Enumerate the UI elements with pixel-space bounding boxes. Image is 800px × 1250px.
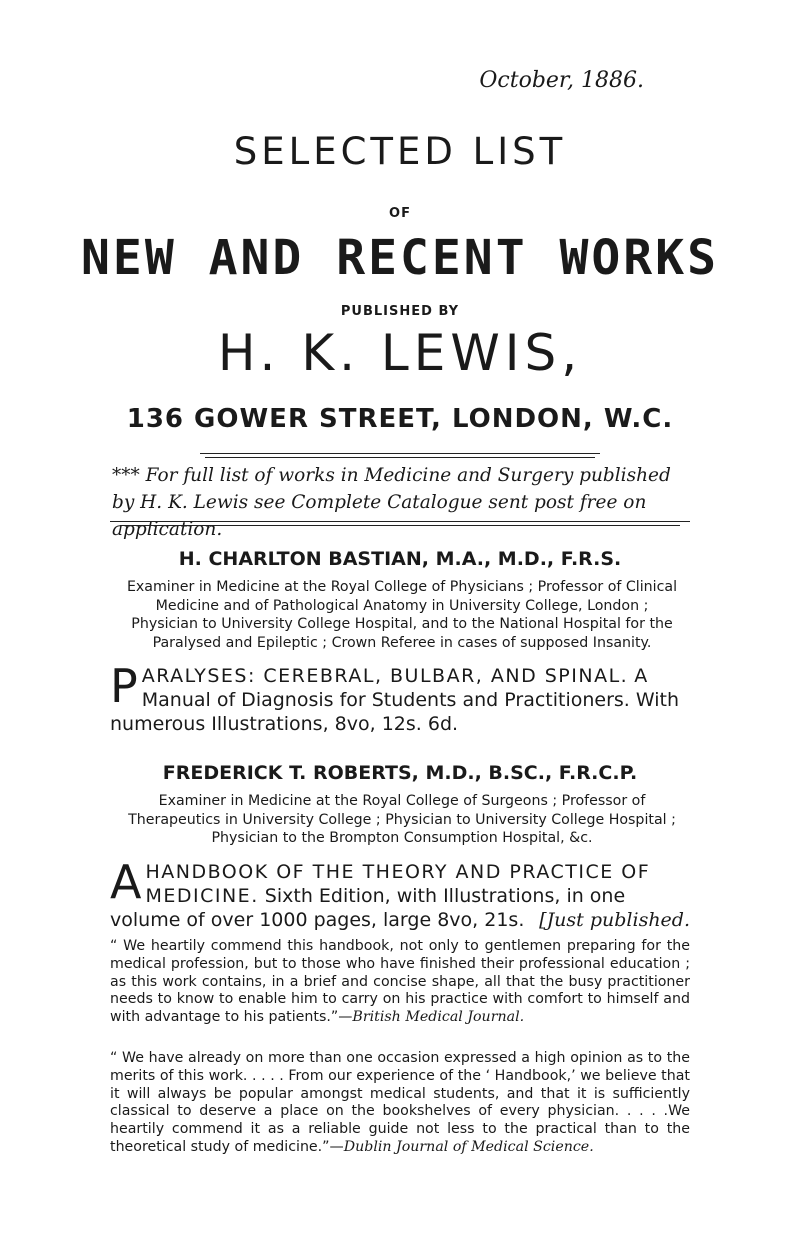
author-bastian: H. CHARLTON BASTIAN, M.A., M.D., F.R.S. bbox=[178, 548, 622, 570]
book-details: A Manual of Diagnosis for Students and Practitioners. With numerous Illustrations, 8vo, 12s. 6d. bbox=[110, 665, 680, 735]
published-by: PUBLISHED BY bbox=[340, 304, 460, 319]
review-text: “ We heartily commend this handbook, not only to gentlemen preparing for the medical profession, but to those who have finished their professional education ; as this work contains, in a brief and concise shape, all that the busy practitioner needs to know to enable him to carry on his practice with comfort to himself and with advantage to his patients.”— bbox=[110, 938, 690, 1026]
author-description: Examiner in Medicine at the Royal College of Surgeons ; Professor of Therapeutics in University College ; Physician to University College Hospital ; Physician to the Brompton Consumption Hospital, &c. bbox=[128, 793, 676, 846]
review-source: Dublin Journal of Medical Science. bbox=[343, 1138, 594, 1155]
title-of: OF bbox=[389, 206, 411, 221]
divider bbox=[205, 457, 595, 458]
date: October, 1886. bbox=[479, 68, 644, 93]
book-entry-handbook bbox=[110, 855, 690, 932]
divider bbox=[110, 521, 690, 522]
review-quote bbox=[110, 1050, 690, 1157]
author-roberts: FREDERICK T. ROBERTS, M.D., B.SC., F.R.C.P. bbox=[162, 762, 638, 784]
catalogue-note: *** For full list of works in Medicine and Surgery published by H. K. Lewis see Complete Catalogue sent post free on application. bbox=[112, 465, 671, 540]
publisher-name: H. K. LEWIS, bbox=[217, 324, 583, 382]
title-new-and-recent-works: NEW AND RECENT WORKS bbox=[81, 230, 719, 286]
publisher-address: 136 GOWER STREET, LONDON, W.C. bbox=[126, 404, 674, 434]
divider bbox=[200, 453, 600, 454]
review-quote bbox=[110, 938, 690, 1027]
book-status: [Just published. bbox=[539, 909, 690, 931]
author-description: Examiner in Medicine at the Royal College of Physicians ; Professor of Clinical Medicine and of Pathological Anatomy in University College, London ; Physician to University College Hospital, and to the National Hospital for the Paralysed and Epileptic ; Crown Referee in cases of supposed Insanity. bbox=[126, 579, 678, 651]
drop-cap: P bbox=[110, 659, 138, 713]
book-details: Sixth Edition, with Illustrations, in one volume of over 1000 pages, large 8vo, 21s. bbox=[110, 885, 626, 931]
review-source: British Medical Journal. bbox=[352, 1009, 525, 1026]
divider bbox=[120, 525, 680, 526]
book-title: ARALYSES: CEREBRAL, BULBAR, AND SPINAL. bbox=[141, 665, 629, 687]
review-text: “ We have already on more than one occasion expressed a high opinion as to the merits of this work. . . . . From our experience of the ‘ Handbook,’ we believe that it will always be popular amongst medical students, and that it is sufficiently classical to deserve a place on the bookshelves of every physician. . . . .We heartily commend it as a reliable guide not less to the practical than to the theoretical study of medicine.”— bbox=[110, 1050, 690, 1155]
drop-cap: A bbox=[110, 855, 142, 909]
title-selected-list: SELECTED LIST bbox=[233, 130, 567, 173]
book-entry-paralyses bbox=[110, 659, 690, 736]
book-title: HANDBOOK OF THE THEORY AND PRACTICE OF MEDICINE. bbox=[145, 861, 651, 907]
